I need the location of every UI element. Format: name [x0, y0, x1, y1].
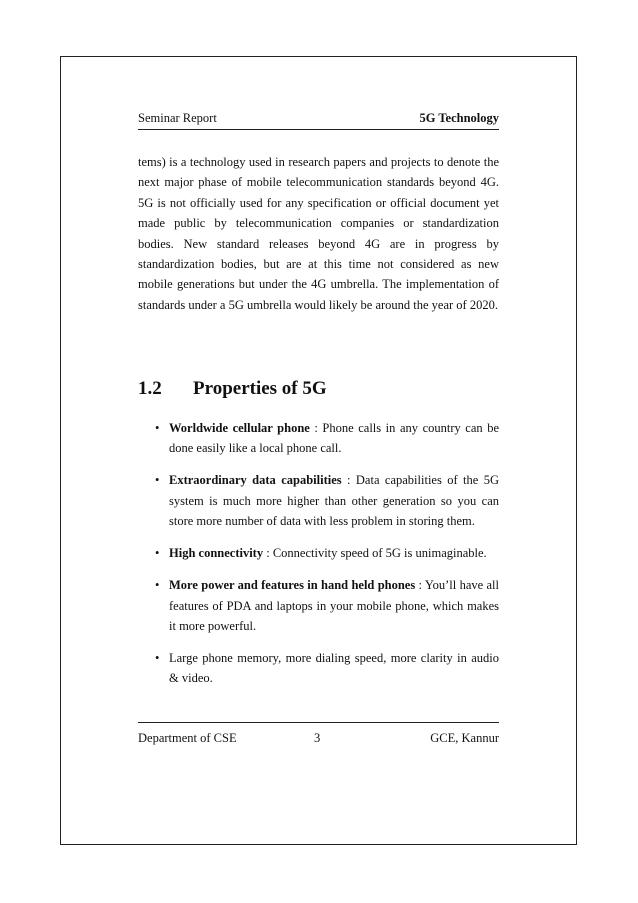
section-heading — [138, 378, 327, 400]
list-item-term: Extraordinary data capabilities — [169, 473, 342, 488]
section-number: 1.2 — [138, 378, 162, 399]
list-item-text: Large phone memory, more dialing speed, more clarity in audio & video. — [169, 651, 499, 686]
list-item — [138, 470, 499, 531]
header-report-title: Seminar Report — [138, 111, 217, 125]
list-item — [138, 418, 499, 459]
list-item-text: : Data capabilities of the 5G system is much more higher than other generation so you can store more number of data with less problem in storing them. — [169, 473, 500, 529]
list-item-text: : Phone calls in any country can be done easily like a local phone call. — [169, 421, 499, 456]
bullet-icon: • — [155, 473, 160, 488]
bullet-icon: • — [155, 546, 160, 561]
bullet-icon: • — [155, 421, 160, 435]
list-item-text: : You’ll have all features of PDA and laptops in your mobile phone, which makes it more powerful. — [169, 578, 499, 634]
section-title: Properties of 5G — [193, 378, 327, 399]
list-item-text: : Connectivity speed of 5G is unimaginable. — [263, 546, 487, 561]
bullet-icon: • — [155, 578, 160, 593]
page-footer — [138, 722, 499, 745]
list-item — [138, 575, 499, 636]
header-topic: 5G Technology — [419, 111, 499, 125]
list-item-term: High connectivity — [169, 546, 264, 561]
properties-list — [138, 418, 499, 700]
page-number: 3 — [314, 731, 321, 745]
list-item — [138, 543, 499, 563]
list-item — [138, 648, 499, 689]
bullet-icon: • — [155, 651, 160, 666]
page-header — [138, 111, 499, 130]
list-item-term: Worldwide cellular phone — [169, 421, 310, 435]
list-item-term: More power and features in hand held phones — [169, 578, 416, 593]
footer-college: GCE, Kannur — [430, 731, 499, 745]
footer-department: Department of CSE — [138, 731, 237, 745]
intro-paragraph: tems) is a technology used in research papers and projects to denote the next major phase of mobile telecommunication standards beyond 4G. 5G is not officially used for any specification or official document yet made public by telecommunication companies or standardization bodies. New standard releases beyond 4G are in progress by standardization bodies, but are at this time not considered as new mobile generations but under the 4G umbrella. The implementation of standards under a 5G umbrella would likely be around the year of 2020. — [138, 155, 499, 312]
